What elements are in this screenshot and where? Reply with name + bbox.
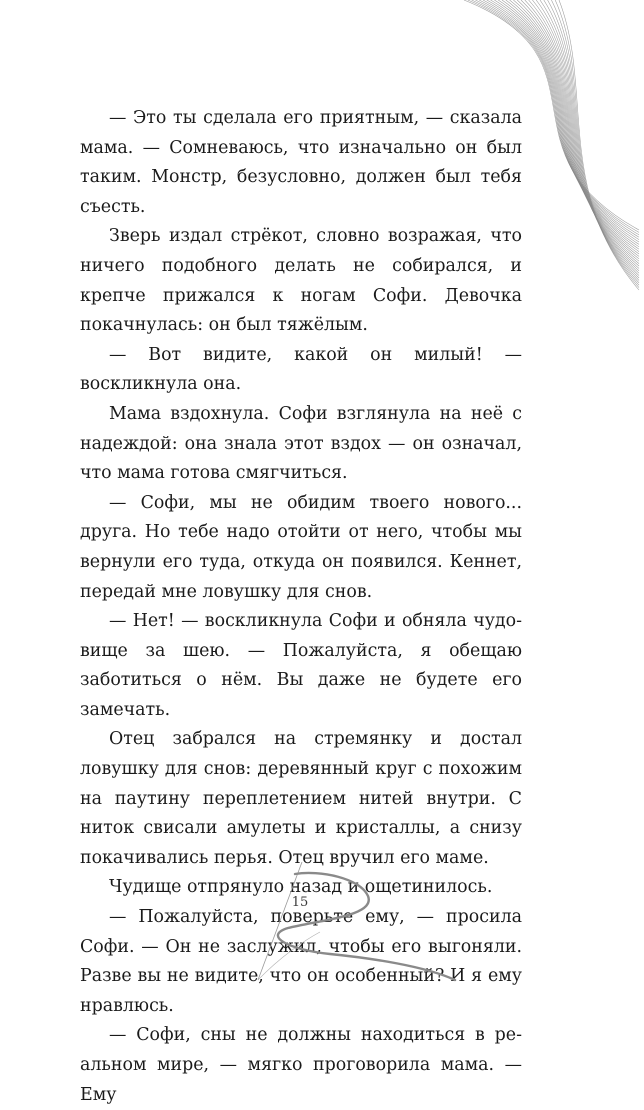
paragraph: Отец забрался на стремянку и достал ловушку для снов: деревянный круг с похожим на паутину переплетением нитей внутри. С ниток свисали амулеты и кристаллы, а снизу покачивались перья. Отец вручил его маме. (80, 729, 522, 868)
paragraph: Мама вздохнула. Софи взглянула на неё с надеждой: она знала этот вздох — он означал, что мама готова смягчиться. (80, 403, 522, 484)
paragraph: — Вот видите, какой он милый! — воскликнула она. (80, 344, 522, 395)
swirl-ornament (250, 862, 480, 987)
paragraph: — Нет! — воскликнула Софи и обняла чудовище за шею. — Пожалуйста, я обещаю заботиться о нём. Вы даже не будете его замечать. (80, 611, 522, 720)
paragraph: Зверь издал стрёкот, словно возражая, что ничего подобного делать не собирался, и крепче прижался к ногам Софи. Девочка покачнулась: он был тяжёлым. (80, 226, 522, 336)
paragraph: — Софи, сны не должны находиться в реальном мире, — мягко проговорила мама. — Ему (80, 1025, 522, 1105)
wave-line (532, 0, 639, 273)
wave-line (517, 0, 639, 264)
paragraph: Чудище отпрянуло назад и ощетинилось. (109, 877, 493, 898)
paragraph: — Пожалуйста, поверьте ему, — просила Софи. — Он не заслужил, чтобы его выгоняли. Разве вы не видите, что он особенный? И я ему нравлюсь. (80, 907, 522, 1016)
wave-line (521, 0, 639, 266)
page-number: 15 (291, 895, 309, 910)
paragraph: — Это ты сделала его приятным, — сказала мама. — Сомневаюсь, что изначально он был таким. Монстр, безусловно, должен был тебя съесть. (80, 108, 522, 217)
paragraph: — Софи, мы не обидим твоего нового... друга. Но тебе надо отойти от него, чтобы мы вернули его туда, откуда он появился. Кеннет, передай мне ловушку для снов. (80, 492, 522, 602)
wave-line (548, 0, 639, 283)
wave-line (536, 0, 639, 276)
